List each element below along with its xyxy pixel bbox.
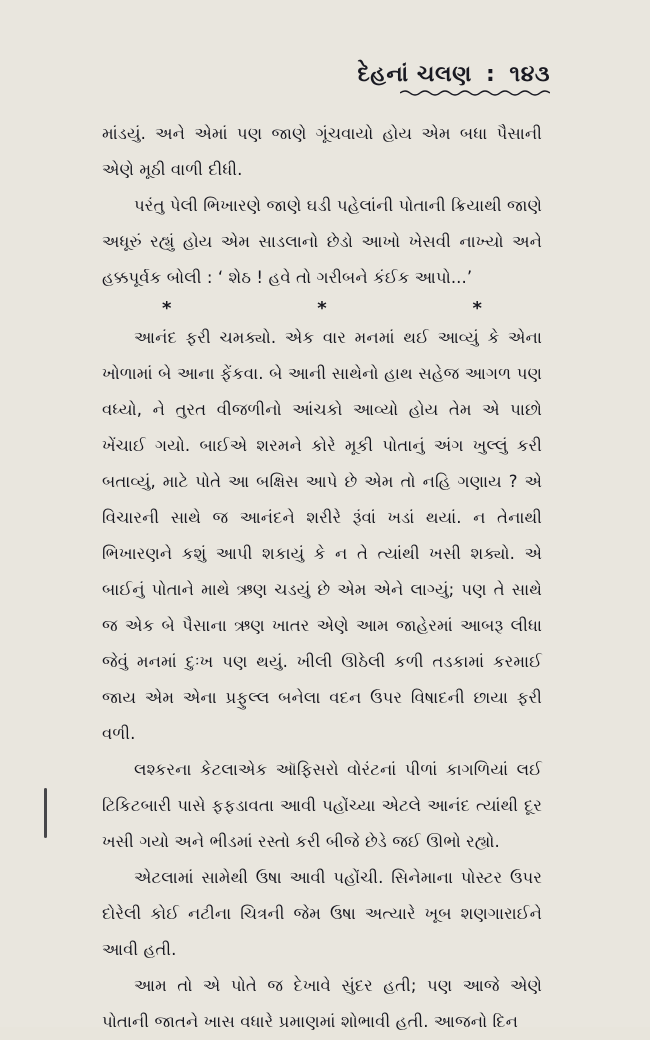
header-wavy-underline	[400, 89, 550, 97]
chapter-title: દેહનાં ચલણ	[357, 62, 472, 87]
section-break-star: *	[317, 298, 327, 319]
body-text	[102, 116, 542, 1040]
title-separator: :	[485, 62, 496, 87]
paragraph: લશ્કરના કેટલાએક ઑફિસરો વોરંટનાં પીળાં કાગળિયાં લઈ ટિકિટબારી પાસે ફફડાવતા આવી પહોંચ્યા એટલે આનંદ ત્યાંથી દૂર ખસી ગયો અને ભીડમાં રસ્તો કરી બીજે છેડે જઈ ઊભો રહ્યો.	[102, 760, 542, 851]
page-number: ૧૪૩	[509, 62, 550, 87]
page-edge-mark	[44, 788, 47, 838]
section-break-star: *	[162, 298, 172, 319]
paragraph: એટલામાં સામેથી ઉષા આવી પહોંચી. સિનેમાના પોસ્ટર ઉપર દોરેલી કોઈ નટીના ચિત્રની જેમ ઉષા અત્યારે ખૂબ શણગારાઈને આવી હતી.	[102, 868, 542, 959]
section-break-star: *	[472, 298, 482, 319]
paragraph: પરંતુ પેલી ભિખારણે જાણે ઘડી પહેલાંની પોતાની ક્રિયાથી જાણે અધૂરું રહ્યું હોય એમ સાડલાનો છેડો આખો ખેસવી નાખ્યો અને હક્કપૂર્વક બોલી : ‘ શેઠ ! હવે તો ગરીબને કંઈક આપો...’	[102, 196, 543, 287]
running-header	[357, 62, 550, 97]
paragraph: આનંદ ફરી ચમક્યો. એક વાર મનમાં થઈ આવ્યું કે એના ખોળામાં બે આના ફેંકવા. બે આની સાથેનો હાથ સહેજ આગળ પણ વધ્યો, ને તુરત વીજળીનો આંચકો આવ્યો હોય તેમ એ પાછો ખેંચાઈ ગયો. બાઈએ શરમને કોરે મૂકી પોતાનું અંગ ખુલ્લું કરી બતાવ્યું, માટે પોતે આ બક્ષિસ આપે છે એમ તો નહિ ગણાય ? એ વિચારની સાથે જ આનંદને શરીરે રૂંવાં ખડાં થયાં. ન તેનાથી ભિખારણને કશું આપી શકાયું કે ન તે ત્યાંથી ખસી શક્યો. એ બાઈનું પોતાને માથે ઋણ ચડયું છે એમ એને લાગ્યું; પણ તે સાથે જ એક બે પૈસાના ઋણ ખાતર એણે આમ જાહેરમાં આબરૂ લીધા જેવું મનમાં દુઃખ પણ થયું. ખીલી ઊઠેલી કળી તડકામાં કરમાઈ જાય એમ એના પ્રફુલ્લ બનેલા વદન ઉપર વિષાદની છાયા ફરી વળી.	[102, 328, 542, 743]
running-title	[357, 62, 550, 87]
paragraph: આમ તો એ પોતે જ દેખાવે સુંદર હતી; પણ આજે એણે પોતાની જાતને ખાસ વધારે પ્રમાણમાં શોભાવી હતી. આજનો દિન	[102, 976, 542, 1031]
paragraph-continued: માંડયું. અને એમાં પણ જાણે ગૂંચવાયો હોય એમ બધા પૈસાની એણે મૂઠી વાળી દીધી.	[102, 124, 542, 179]
